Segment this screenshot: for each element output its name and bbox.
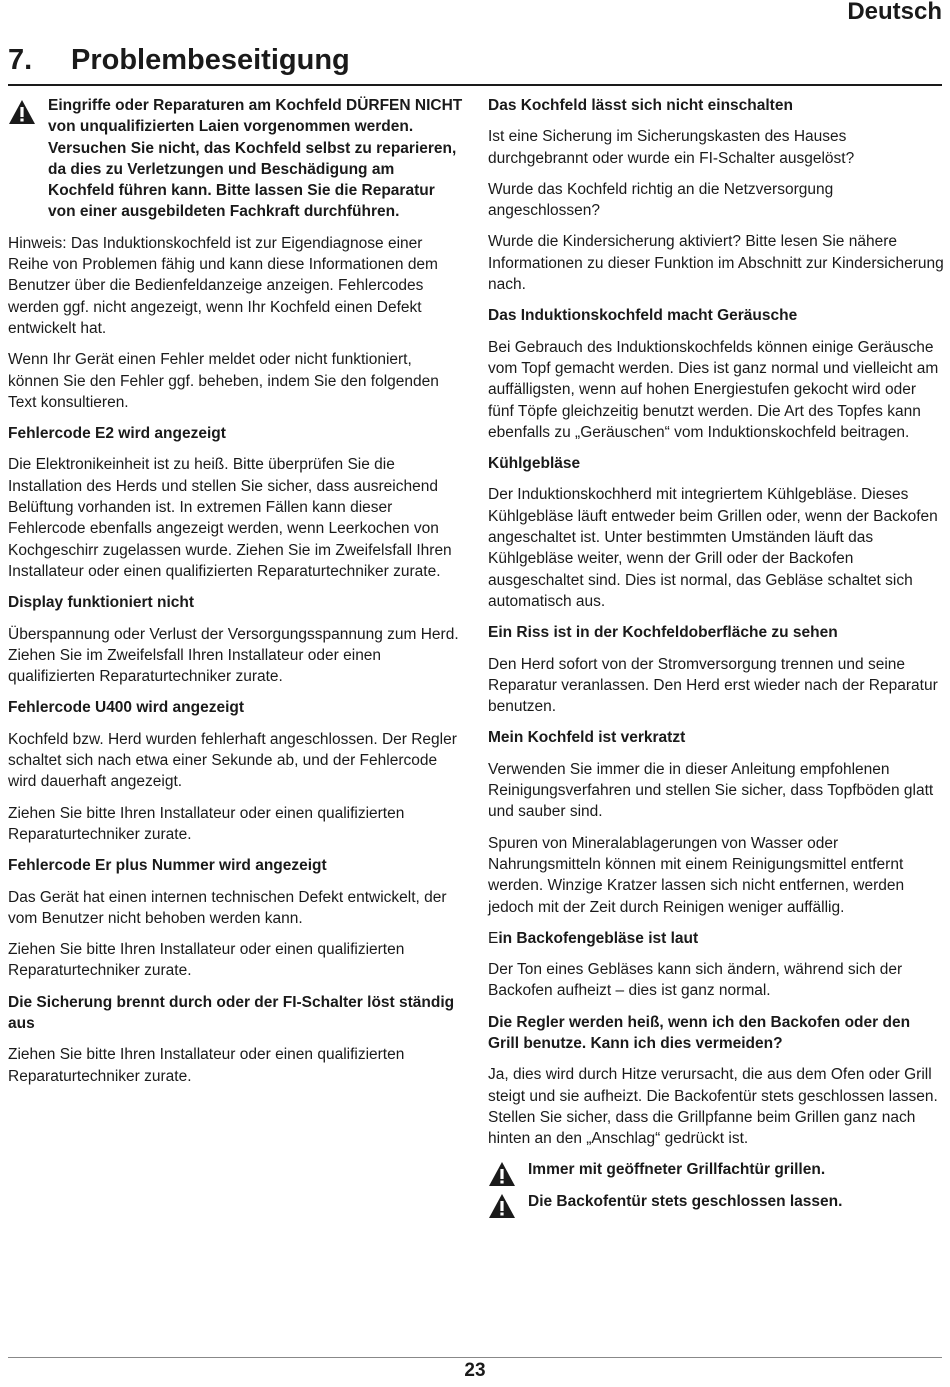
section-text-no-switch-1: Ist eine Sicherung im Sicherungskasten des Hauses durchgebrannt oder wurde ein FI-Schalter ausgelöst?	[488, 128, 855, 167]
chapter-title: Problembeseitigung	[71, 44, 350, 76]
section-heading-fuse: Die Sicherung brennt durch oder der FI-Schalter löst ständig aus	[8, 993, 455, 1032]
section-heading-e2: Fehlercode E2 wird angezeigt	[8, 425, 226, 443]
section-text-er-2: Ziehen Sie bitte Ihren Installateur oder einen qualifizierten Reparaturtechniker zurate.	[8, 941, 405, 980]
oven-fan-heading-rest: in Backofengebläse ist laut	[498, 929, 699, 947]
chapter-number: 7.	[8, 44, 33, 76]
oven-door-warning	[488, 1191, 944, 1212]
section-text-no-switch-3: Wurde die Kindersicherung aktiviert? Bitte lesen Sie nähere Informationen zu dieser Funktion im Abschnitt zur Kindersicherung nach.	[488, 233, 944, 294]
section-text-hot-controls: Ja, dies wird durch Hitze verursacht, die aus dem Ofen oder Grill steigt und sie aufheizt. Die Backofentür stets geschlossen lassen. Stellen Sie sicher, dass die Grillpfanne beim Grillen ganz nach hinten an den „Anschlag“ gedrückt ist.	[488, 1066, 938, 1148]
safety-warning	[8, 95, 463, 223]
section-text-e2: Die Elektronikeinheit ist zu heiß. Bitte überprüfen Sie die Installation des Herds und stellen Sie sicher, dass ausreichend Belüftung vorhanden ist. In extremen Fällen kann dieser Fehlercode ebenfalls angezeigt werden, wenn Leerkochen von Kochgeschirr zugelassen wurde. Ziehen Sie im Zweifelsfall Ihren Installateur oder einen qualifizierten Reparaturtechniker zurate.	[8, 456, 452, 580]
chapter-header	[8, 44, 942, 86]
section-text-er-1: Das Gerät hat einen internen technischen Defekt entwickelt, der vom Benutzer nicht behoben werden kann.	[8, 888, 447, 927]
section-heading-scratch: Mein Kochfeld ist verkratzt	[488, 729, 686, 747]
warning-triangle-icon	[488, 1161, 516, 1187]
intro-paragraph-2: Wenn Ihr Gerät einen Fehler meldet oder nicht funktioniert, können Sie den Fehler ggf. beheben, indem Sie den folgenden Text konsultieren.	[8, 351, 439, 411]
section-heading-display: Display funktioniert nicht	[8, 594, 195, 612]
section-heading-crack: Ein Riss ist in der Kochfeldoberfläche zu sehen	[488, 624, 838, 642]
left-column	[8, 95, 463, 1097]
section-text-display: Überspannung oder Verlust der Versorgungsspannung zum Herd. Ziehen Sie im Zweifelsfall Ihren Installateur oder einen qualifizierten Reparaturtechniker zurate.	[8, 625, 459, 686]
grill-warning	[488, 1159, 944, 1180]
section-text-u400-2: Ziehen Sie bitte Ihren Installateur oder einen qualifizierten Reparaturtechniker zurate.	[8, 804, 405, 843]
grill-warning-text: Immer mit geöffneter Grillfachtür grillen.	[528, 1161, 826, 1179]
language-label: Deutsch	[847, 0, 942, 25]
section-text-scratch-2: Spuren von Mineralablagerungen von Wasser oder Nahrungsmitteln können mit einem Reinigungsmittel entfernt werden. Winzige Kratzer lassen sich nicht entfernen, werden jedoch mit der Zeit durch Reinigen weniger auffällig.	[488, 834, 905, 916]
page-number: 23	[464, 1360, 486, 1381]
section-text-noise: Bei Gebrauch des Induktionskochfelds können einige Geräusche vom Topf gemacht werden. Dies ist ganz normal und vielleicht am auffälligsten, wenn auf hohen Energiestufen gekocht wird oder fünf Töpfe gleichzeitig benutzt werden. Die Art des Topfes kann ebenfalls zu „Geräuschen“ vom Induktionskochfeld beitragen.	[488, 338, 939, 441]
footer-divider	[8, 1357, 942, 1358]
warning-triangle-icon	[8, 99, 36, 125]
section-text-scratch-1: Verwenden Sie immer die in dieser Anleitung empfohlenen Reinigungsverfahren und stellen Sie sicher, dass Topfböden glatt und sauber sind.	[488, 760, 934, 821]
oven-fan-heading-initial: E	[488, 929, 499, 947]
section-text-u400-1: Kochfeld bzw. Herd wurden fehlerhaft angeschlossen. Der Regler schaltet sich nach etwa einer Sekunde ab, und der Fehlercode wird dauerhaft angezeigt.	[8, 730, 457, 791]
warning-triangle-icon	[488, 1193, 516, 1219]
section-text-oven-fan: Der Ton eines Gebläses kann sich ändern, während sich der Backofen aufheizt – dies ist ganz normal.	[488, 961, 903, 1000]
section-heading-hot-controls: Die Regler werden heiß, wenn ich den Backofen oder den Grill benutze. Kann ich dies vermeiden?	[488, 1013, 911, 1052]
section-heading-u400: Fehlercode U400 wird angezeigt	[8, 699, 245, 717]
section-heading-er: Fehlercode Er plus Nummer wird angezeigt	[8, 857, 327, 875]
section-heading-noise: Das Induktionskochfeld macht Geräusche	[488, 307, 798, 325]
oven-door-warning-text: Die Backofentür stets geschlossen lassen.	[528, 1192, 843, 1210]
section-text-fuse: Ziehen Sie bitte Ihren Installateur oder einen qualifizierten Reparaturtechniker zurate.	[8, 1046, 405, 1085]
section-text-crack: Den Herd sofort von der Stromversorgung trennen und seine Reparatur veranlassen. Den Herd erst wieder nach der Reparatur benutzen.	[488, 655, 938, 716]
section-heading-cooling-fan: Kühlgebläse	[488, 455, 581, 473]
section-heading-oven-fan	[488, 928, 944, 949]
safety-warning-text: Eingriffe oder Reparaturen am Kochfeld DÜRFEN NICHT von unqualifizierten Laien vorgenommen werden. Versuchen Sie nicht, das Kochfeld selbst zu reparieren, da dies zu Verletzungen und Beschädigung am Kochfeld führen kann. Bitte lassen Sie die Reparatur von einer ausgebildeten Fachkraft durchführen.	[48, 97, 463, 221]
intro-paragraph-1: Hinweis: Das Induktionskochfeld ist zur Eigendiagnose einer Reihe von Problemen fähig und kann diese Informationen dem Benutzer über die Bedienfeldanzeige anzeigen. Fehlercodes werden ggf. nicht angezeigt, wenn Ihr Kochfeld einen Defekt entwickelt hat.	[8, 234, 438, 337]
section-text-cooling-fan: Der Induktionskochherd mit integriertem Kühlgebläse. Dieses Kühlgebläse läuft entweder beim Grillen oder, wenn der Backofen angeschaltet ist. Unter bestimmten Umständen läuft das Kühlgebläse weiter, wenn der Grill oder der Backofen ausgeschaltet sind. Dies ist normal, das Gebläse schaltet sich automatisch aus.	[488, 486, 938, 610]
section-text-no-switch-2: Wurde das Kochfeld richtig an die Netzversorgung angeschlossen?	[488, 180, 834, 220]
right-column	[488, 95, 944, 1222]
section-heading-no-switch: Das Kochfeld lässt sich nicht einschalten	[488, 97, 793, 114]
